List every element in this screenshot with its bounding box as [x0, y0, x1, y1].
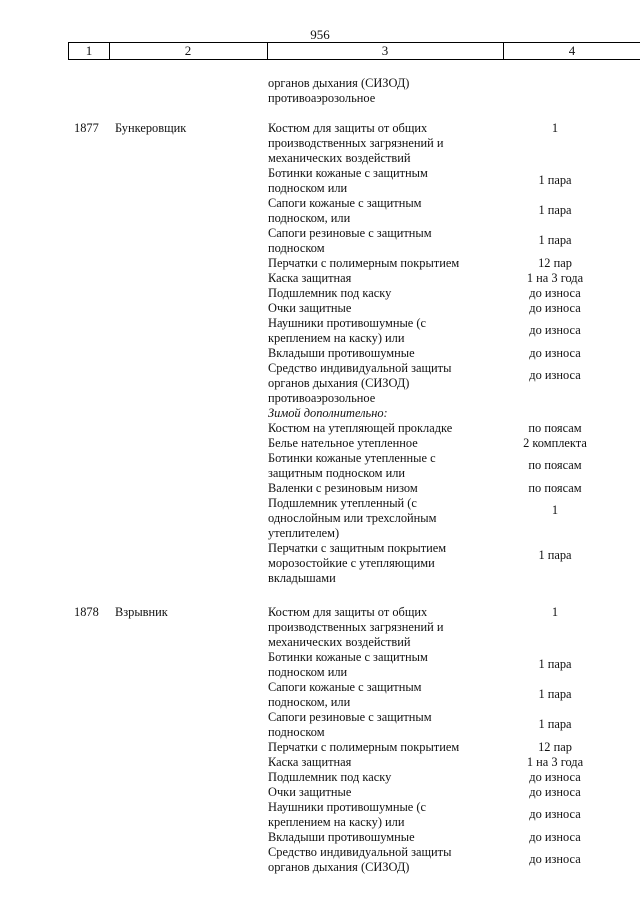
ppe-item: [268, 541, 478, 586]
ppe-item: [268, 271, 478, 286]
ppe-item: [268, 845, 478, 875]
profession-name: Бункеровщик: [115, 121, 187, 135]
ppe-quantity: 1 пара: [538, 657, 572, 671]
ppe-item-line: Каска защитная: [268, 755, 352, 769]
ppe-item-line: Костюм для защиты от общих: [268, 121, 428, 135]
ppe-item-line: Ботинки кожаные с защитным: [268, 650, 428, 664]
ppe-item-line: органов дыхания (СИЗОД): [268, 376, 410, 390]
ppe-quantity: до износа: [529, 807, 581, 821]
page-number: 956: [310, 27, 330, 42]
ppe-item-line: Белье нательное утепленное: [268, 436, 418, 450]
ppe-item-line: Средство индивидуальной защиты: [268, 361, 452, 375]
ppe-item-line: вкладышами: [268, 571, 336, 585]
ppe-item-line: Каска защитная: [268, 271, 352, 285]
ppe-item: [268, 740, 478, 755]
ppe-item-line: Средство индивидуальной защиты: [268, 845, 452, 859]
ppe-item-line: креплением на каску) или: [268, 331, 405, 345]
continuation-line: органов дыхания (СИЗОД): [268, 76, 410, 90]
ppe-item-line: подноском или: [268, 181, 348, 195]
ppe-item: [268, 605, 478, 650]
ppe-item-line: подноском: [268, 725, 325, 739]
ppe-item-line: Сапоги кожаные с защитным: [268, 196, 422, 210]
ppe-item-line: Костюм на утепляющей прокладке: [268, 421, 453, 435]
ppe-item-line: подноском или: [268, 665, 348, 679]
ppe-item: [268, 770, 478, 785]
ppe-item: [268, 421, 478, 436]
ppe-item: [268, 256, 478, 271]
ppe-item-line: механических воздействий: [268, 635, 411, 649]
ppe-quantity: 2 комплекта: [523, 436, 587, 450]
ppe-item: [268, 496, 478, 541]
ppe-item-line: Валенки с резиновым низом: [268, 481, 418, 495]
table-header: [68, 42, 640, 60]
ppe-quantity: 1: [551, 503, 559, 517]
ppe-item-line: производственных загрязнений и: [268, 620, 444, 634]
header-col-2: 2: [184, 43, 192, 58]
ppe-item-line: органов дыхания (СИЗОД): [268, 860, 410, 874]
header-col-4: 4: [568, 43, 576, 58]
ppe-quantity: до износа: [529, 770, 581, 784]
ppe-item: [268, 121, 478, 166]
ppe-quantity: по поясам: [528, 458, 582, 472]
ppe-quantity: 1 на 3 года: [526, 755, 584, 769]
ppe-quantity: 12 пар: [538, 256, 572, 270]
ppe-item: [268, 436, 478, 451]
ppe-item: [268, 361, 478, 406]
ppe-item: [268, 481, 478, 496]
ppe-item-line: Подшлемник утепленный (с: [268, 496, 417, 510]
ppe-quantity: до износа: [529, 785, 581, 799]
ppe-quantity: 1 на 3 года: [526, 271, 584, 285]
ppe-item-line: механических воздействий: [268, 151, 411, 165]
ppe-quantity: до износа: [529, 346, 581, 360]
ppe-item-line: защитным подноском или: [268, 466, 406, 480]
ppe-item-line: утеплителем): [268, 526, 340, 540]
ppe-item: [268, 406, 478, 421]
ppe-item-line: Вкладыши противошумные: [268, 830, 415, 844]
header-col-3: 3: [381, 43, 389, 58]
ppe-item-line: Подшлемник под каску: [268, 770, 392, 784]
ppe-quantity: до износа: [529, 286, 581, 300]
ppe-item: [268, 286, 478, 301]
ppe-quantity: по поясам: [528, 481, 582, 495]
ppe-quantity: до износа: [529, 301, 581, 315]
ppe-item: [268, 451, 478, 481]
profession-name: Взрывник: [115, 605, 168, 619]
ppe-quantity: 1 пара: [538, 203, 572, 217]
ppe-item: [268, 830, 478, 845]
ppe-item-line: подноском: [268, 241, 325, 255]
ppe-quantity: до износа: [529, 323, 581, 337]
ppe-item-line: Ботинки кожаные утепленные с: [268, 451, 436, 465]
ppe-item: [268, 710, 478, 740]
ppe-item-line: однослойным или трехслойным: [268, 511, 437, 525]
ppe-quantity: 12 пар: [538, 740, 572, 754]
ppe-item: [268, 196, 478, 226]
ppe-quantity: до износа: [529, 830, 581, 844]
ppe-item: [268, 316, 478, 346]
ppe-quantity: 1: [551, 121, 559, 135]
ppe-quantity: до износа: [529, 368, 581, 382]
ppe-item-line: Вкладыши противошумные: [268, 346, 415, 360]
ppe-item: [268, 800, 478, 830]
ppe-item-line: Сапоги кожаные с защитным: [268, 680, 422, 694]
ppe-item-line: производственных загрязнений и: [268, 136, 444, 150]
ppe-item-line: Сапоги резиновые с защитным: [268, 710, 432, 724]
ppe-item-line: Ботинки кожаные с защитным: [268, 166, 428, 180]
ppe-item-line: подноском, или: [268, 695, 351, 709]
ppe-quantity: 1 пара: [538, 173, 572, 187]
ppe-item-line: Подшлемник под каску: [268, 286, 392, 300]
ppe-item-line: противоаэрозольное: [268, 391, 376, 405]
ppe-quantity: до износа: [529, 852, 581, 866]
ppe-item: [268, 226, 478, 256]
ppe-item: [268, 166, 478, 196]
ppe-item-line: морозостойкие с утепляющими: [268, 556, 435, 570]
ppe-quantity: 1 пара: [538, 687, 572, 701]
ppe-quantity: 1 пара: [538, 233, 572, 247]
header-col-1: 1: [85, 43, 93, 58]
ppe-quantity: 1 пара: [538, 548, 572, 562]
ppe-item-line: Перчатки с защитным покрытием: [268, 541, 447, 555]
ppe-item-line: подноском, или: [268, 211, 351, 225]
section-number: 1877: [74, 121, 99, 135]
ppe-quantity: 1: [551, 605, 559, 619]
ppe-item: [268, 785, 478, 800]
ppe-item-line: креплением на каску) или: [268, 815, 405, 829]
ppe-item-line: Перчатки с полимерным покрытием: [268, 740, 460, 754]
ppe-quantity: по поясам: [528, 421, 582, 435]
ppe-item-line: Наушники противошумные (с: [268, 316, 427, 330]
section-number: 1878: [74, 605, 99, 619]
ppe-item-line: Наушники противошумные (с: [268, 800, 427, 814]
ppe-item-line: Сапоги резиновые с защитным: [268, 226, 432, 240]
continuation-line: противоаэрозольное: [268, 91, 376, 105]
ppe-item: [268, 650, 478, 680]
ppe-item-line: Очки защитные: [268, 785, 352, 799]
ppe-quantity: 1 пара: [538, 717, 572, 731]
ppe-item: [268, 301, 478, 316]
ppe-item-line: Очки защитные: [268, 301, 352, 315]
ppe-item: [268, 346, 478, 361]
ppe-item-line: Зимой дополнительно:: [268, 406, 388, 420]
ppe-item: [268, 680, 478, 710]
ppe-item-line: Костюм для защиты от общих: [268, 605, 428, 619]
ppe-item-line: Перчатки с полимерным покрытием: [268, 256, 460, 270]
ppe-item: [268, 755, 478, 770]
